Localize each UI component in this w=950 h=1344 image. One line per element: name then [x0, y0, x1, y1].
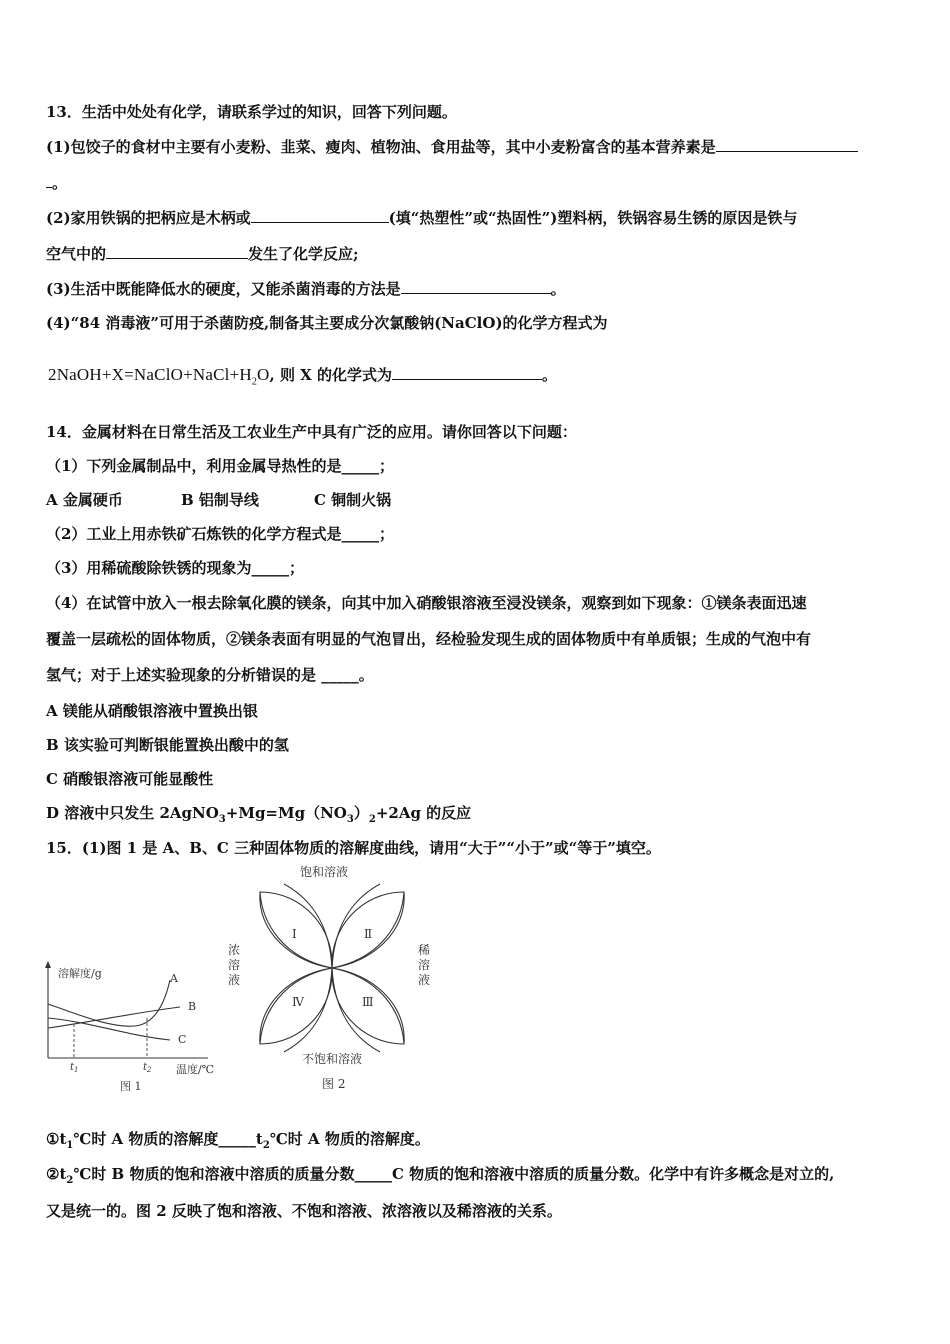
option-a: A 金属硬币 [46, 491, 123, 509]
subscript: 3 [346, 814, 354, 825]
y-axis-arrow [45, 961, 51, 968]
choice-d-text: +Mg=Mg（NO [225, 804, 347, 822]
solution-relationship-figure [222, 862, 442, 1094]
q15-sub1-text: ℃时 A 物质的溶解度。 [269, 1130, 430, 1148]
label-dilute-text-char: 溶 [418, 958, 431, 972]
q13-part1-end [46, 172, 67, 193]
equation-main: 2NaOH+X=NaClO+NaCl+H [48, 365, 252, 384]
q14-sub4-line2: 覆盖一层疏松的固体物质，②镁条表面有明显的气泡冒出，经检验发现生成的固体物质中有单质银；生成的气泡中有 [46, 630, 812, 648]
subscript: 3 [218, 814, 226, 825]
curve-c [48, 1018, 170, 1040]
crossing-arc [284, 968, 332, 1052]
option-c: C 铜制火锅 [314, 491, 392, 509]
q13-part2-text-d: 发生了化学反应; [248, 245, 359, 263]
t1-tick [70, 1062, 79, 1074]
q15-sub1-text: ①t [46, 1130, 67, 1148]
q13-part3 [46, 278, 566, 299]
y-axis-label: 溶解度/g [58, 967, 102, 980]
crossing-arc [284, 884, 332, 968]
answer-blank[interactable] [392, 364, 542, 380]
equation-subscript: 2 [251, 376, 258, 388]
choice-b: B 该实验可判断银能置换出酸中的氢 [46, 736, 289, 754]
figure-2-caption: 图 2 [322, 1077, 346, 1091]
q15-sub1 [46, 1129, 430, 1156]
label-dilute-text: 稀 [418, 943, 431, 957]
q14-sub2: （2）工业上用赤铁矿石炼铁的化学方程式是_____； [46, 525, 394, 543]
crossing-arc [332, 884, 380, 968]
equation-end: O [257, 365, 270, 384]
chemical-equation [48, 365, 270, 388]
q14-sub3: （3）用稀硫酸除铁锈的现象为_____； [46, 559, 304, 577]
q13-part2 [46, 207, 797, 228]
choice-a: A 镁能从硝酸银溶液中置换出银 [46, 702, 258, 720]
q14-options [46, 490, 391, 510]
q15-sub2 [46, 1164, 834, 1191]
choice-c: C 硝酸银溶液可能显酸性 [46, 770, 214, 788]
region-iii: Ⅲ [362, 995, 374, 1009]
label-dilute-text-char: 液 [418, 973, 431, 987]
answer-blank[interactable] [401, 278, 551, 294]
subscript: 1 [66, 1140, 74, 1151]
q15-sub2-cont: 又是统一的。图 2 反映了饱和溶液、不饱和溶液、浓溶液以及稀溶液的关系。 [46, 1202, 562, 1220]
crossing-arc [332, 968, 380, 1052]
label-saturated: 饱和溶液 [300, 865, 349, 879]
x-axis-label: 温度/℃ [176, 1063, 215, 1076]
solubility-curve-figure [40, 960, 230, 1095]
t2-letter: t [143, 1062, 148, 1073]
label-concentrated-text-char: 液 [228, 973, 241, 987]
subscript: 2 [368, 814, 376, 825]
q13-part2-text-c: 空气中的 [46, 245, 107, 263]
region-i: Ⅰ [292, 927, 297, 941]
answer-blank[interactable] [251, 207, 389, 223]
q14-sub4-line1: （4）在试管中放入一根去除氧化膜的镁条，向其中加入硝酸银溶液至浸没镁条，观察到如下现象：①镁条表面迅速 [46, 594, 807, 612]
q15-sub2-text: ℃时 B 物质的饱和溶液中溶质的质量分数_____C 物质的饱和溶液中溶质的质量分数。化学中有许多概念是对立的, [73, 1165, 835, 1183]
q15-sub2-text: ②t [46, 1165, 67, 1183]
choice-d [46, 803, 471, 830]
label-unsaturated: 不饱和溶液 [302, 1052, 363, 1066]
label-concentrated-text: 浓 [228, 943, 241, 957]
choice-d-text: ） [353, 804, 369, 822]
punctuation: 。 [550, 280, 566, 298]
curve-a-label: A [170, 972, 178, 985]
q13-part2-cont [46, 243, 359, 264]
option-b: B 铝制导线 [181, 491, 259, 509]
curve-a [48, 980, 170, 1026]
label-concentrated [228, 943, 244, 987]
punctuation: 。 [542, 366, 558, 384]
choice-d-text: +2Ag 的反应 [375, 804, 472, 822]
q13-part2-text-a: (2)家用铁锅的把柄应是木柄或 [46, 209, 251, 227]
curve-b-label: B [188, 1000, 197, 1013]
q13-title: 13．生活中处处有化学，请联系学过的知识，回答下列问题。 [46, 103, 457, 121]
subscript: 2 [66, 1175, 74, 1186]
label-concentrated-text-char: 溶 [228, 958, 241, 972]
q13-part4: (4)“84 消毒液”可用于杀菌防疫,制备其主要成分次氯酸钠(NaClO)的化学方程式为 [46, 314, 608, 332]
q13-part4-question: , 则 X 的化学式为 [269, 366, 393, 384]
region-ii: Ⅱ [364, 927, 373, 941]
q13-equation-line [48, 364, 557, 392]
t1-letter: t [70, 1062, 75, 1073]
answer-blank[interactable] [106, 243, 248, 259]
q14-sub1: （1）下列金属制品中，利用金属导热性的是_____； [46, 457, 394, 475]
q15-sub1-text: ℃时 A 物质的溶解度_____t [73, 1130, 263, 1148]
q13-part2-text-b: (填“热塑性”或“热固性”)塑料柄，铁锅容易生锈的原因是铁与 [388, 209, 798, 227]
q15-title: 15．(1)图 1 是 A、B、C 三种固体物质的溶解度曲线，请用“大于”“小于”或“等于”填空。 [46, 839, 661, 857]
answer-blank[interactable] [716, 136, 858, 152]
t1-subscript: 1 [74, 1066, 79, 1074]
petal-shapes [260, 884, 404, 1052]
punctuation: 。 [52, 174, 68, 192]
curve-c-label: C [178, 1033, 187, 1046]
region-iv: Ⅳ [292, 995, 304, 1009]
subscript: 2 [262, 1140, 270, 1151]
figure-1-caption: 图 1 [120, 1080, 142, 1093]
t2-tick [143, 1062, 152, 1074]
q13-part3-text: (3)生活中既能降低水的硬度，又能杀菌消毒的方法是 [46, 280, 401, 298]
choice-d-text: D 溶液中只发生 2AgNO [46, 804, 219, 822]
q14-sub4-line3: 氢气；对于上述实验现象的分析错误的是 _____。 [46, 666, 374, 684]
q14-title: 14．金属材料在日常生活及工农业生产中具有广泛的应用。请你回答以下问题： [46, 423, 577, 441]
q13-part1 [46, 136, 858, 157]
label-dilute [418, 942, 434, 987]
q13-part1-text: (1)包饺子的食材中主要有小麦粉、韭菜、瘦肉、植物油、食用盐等，其中小麦粉富含的基本营养素是 [46, 138, 716, 156]
t2-subscript: 2 [147, 1066, 152, 1074]
